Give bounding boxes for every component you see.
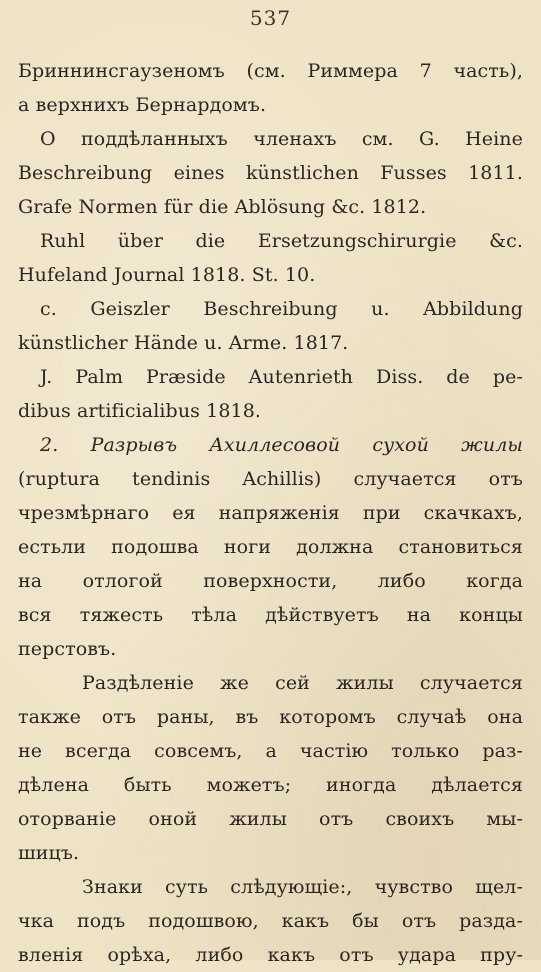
paragraph-division <box>18 666 523 870</box>
text-line: а верхнихъ Бернардомъ. <box>18 94 267 116</box>
text-line: перстовъ. <box>18 638 117 660</box>
text-line: Бриннинсгаузеномъ (см. Риммера 7 часть), <box>18 60 523 82</box>
paragraph-signs <box>18 870 523 972</box>
text-line: не всегда совсемъ, а частію только раз- <box>18 740 523 762</box>
text-line: dibus artificialibus 1818. <box>18 400 262 422</box>
text-line: künstlicher Hände u. Arme. 1817. <box>18 332 349 354</box>
text-line: Hufeland Journal 1818. St. 10. <box>18 264 316 286</box>
text-line: естьли подошва ноги должна становиться <box>18 536 523 558</box>
text-line: J. Palm Præside Autenrieth Diss. de pe- <box>40 366 523 388</box>
reference-block <box>18 224 523 292</box>
text-line: 2. Разрывъ Ахиллесовой сухой жилы <box>40 434 523 456</box>
text-line: О поддѣланныхъ членахъ см. G. Heine <box>40 128 523 150</box>
text-line: чка подъ подошвою, какъ бы отъ разда- <box>18 910 523 932</box>
text-line: Раздѣленіе же сей жилы случается <box>82 672 523 694</box>
text-line: Beschreibung eines künstlichen Fusses 1811. <box>18 162 523 184</box>
text-line: шицъ. <box>18 842 80 864</box>
reference-block <box>18 122 523 224</box>
reference-block <box>18 54 523 122</box>
paragraph-rupture <box>18 428 523 666</box>
text-column <box>18 54 523 972</box>
reference-block <box>18 292 523 360</box>
page-number: 537 <box>249 6 292 30</box>
text-line: Знаки суть слѣдующіе:, чувство щел- <box>82 876 523 898</box>
text-line: вленія орѣха, либо какъ отъ удара пру- <box>18 944 523 966</box>
text-line: дѣлена быть можетъ; иногда дѣлается <box>18 774 523 796</box>
text-line: Grafe Normen für die Ablösung &c. 1812. <box>18 196 427 218</box>
text-line: (ruptura tendinis Achillis) случается отъ <box>18 468 523 490</box>
reference-block <box>18 360 523 428</box>
text-line: вся тяжесть тѣла дѣйствуетъ на концы <box>18 604 523 626</box>
text-line: также отъ раны, въ которомъ случаѣ она <box>18 706 523 728</box>
text-line: c. Geiszler Beschreibung u. Abbildung <box>40 298 523 320</box>
text-line: на отлогой поверхности, либо когда <box>18 570 523 592</box>
text-line: оторваніе оной жилы отъ своихъ мы- <box>18 808 523 830</box>
text-line: чрезмѣрнаго ея напряженія при скачкахъ, <box>18 502 523 524</box>
text-line: Ruhl über die Ersetzungschirurgie &c. <box>40 230 523 252</box>
